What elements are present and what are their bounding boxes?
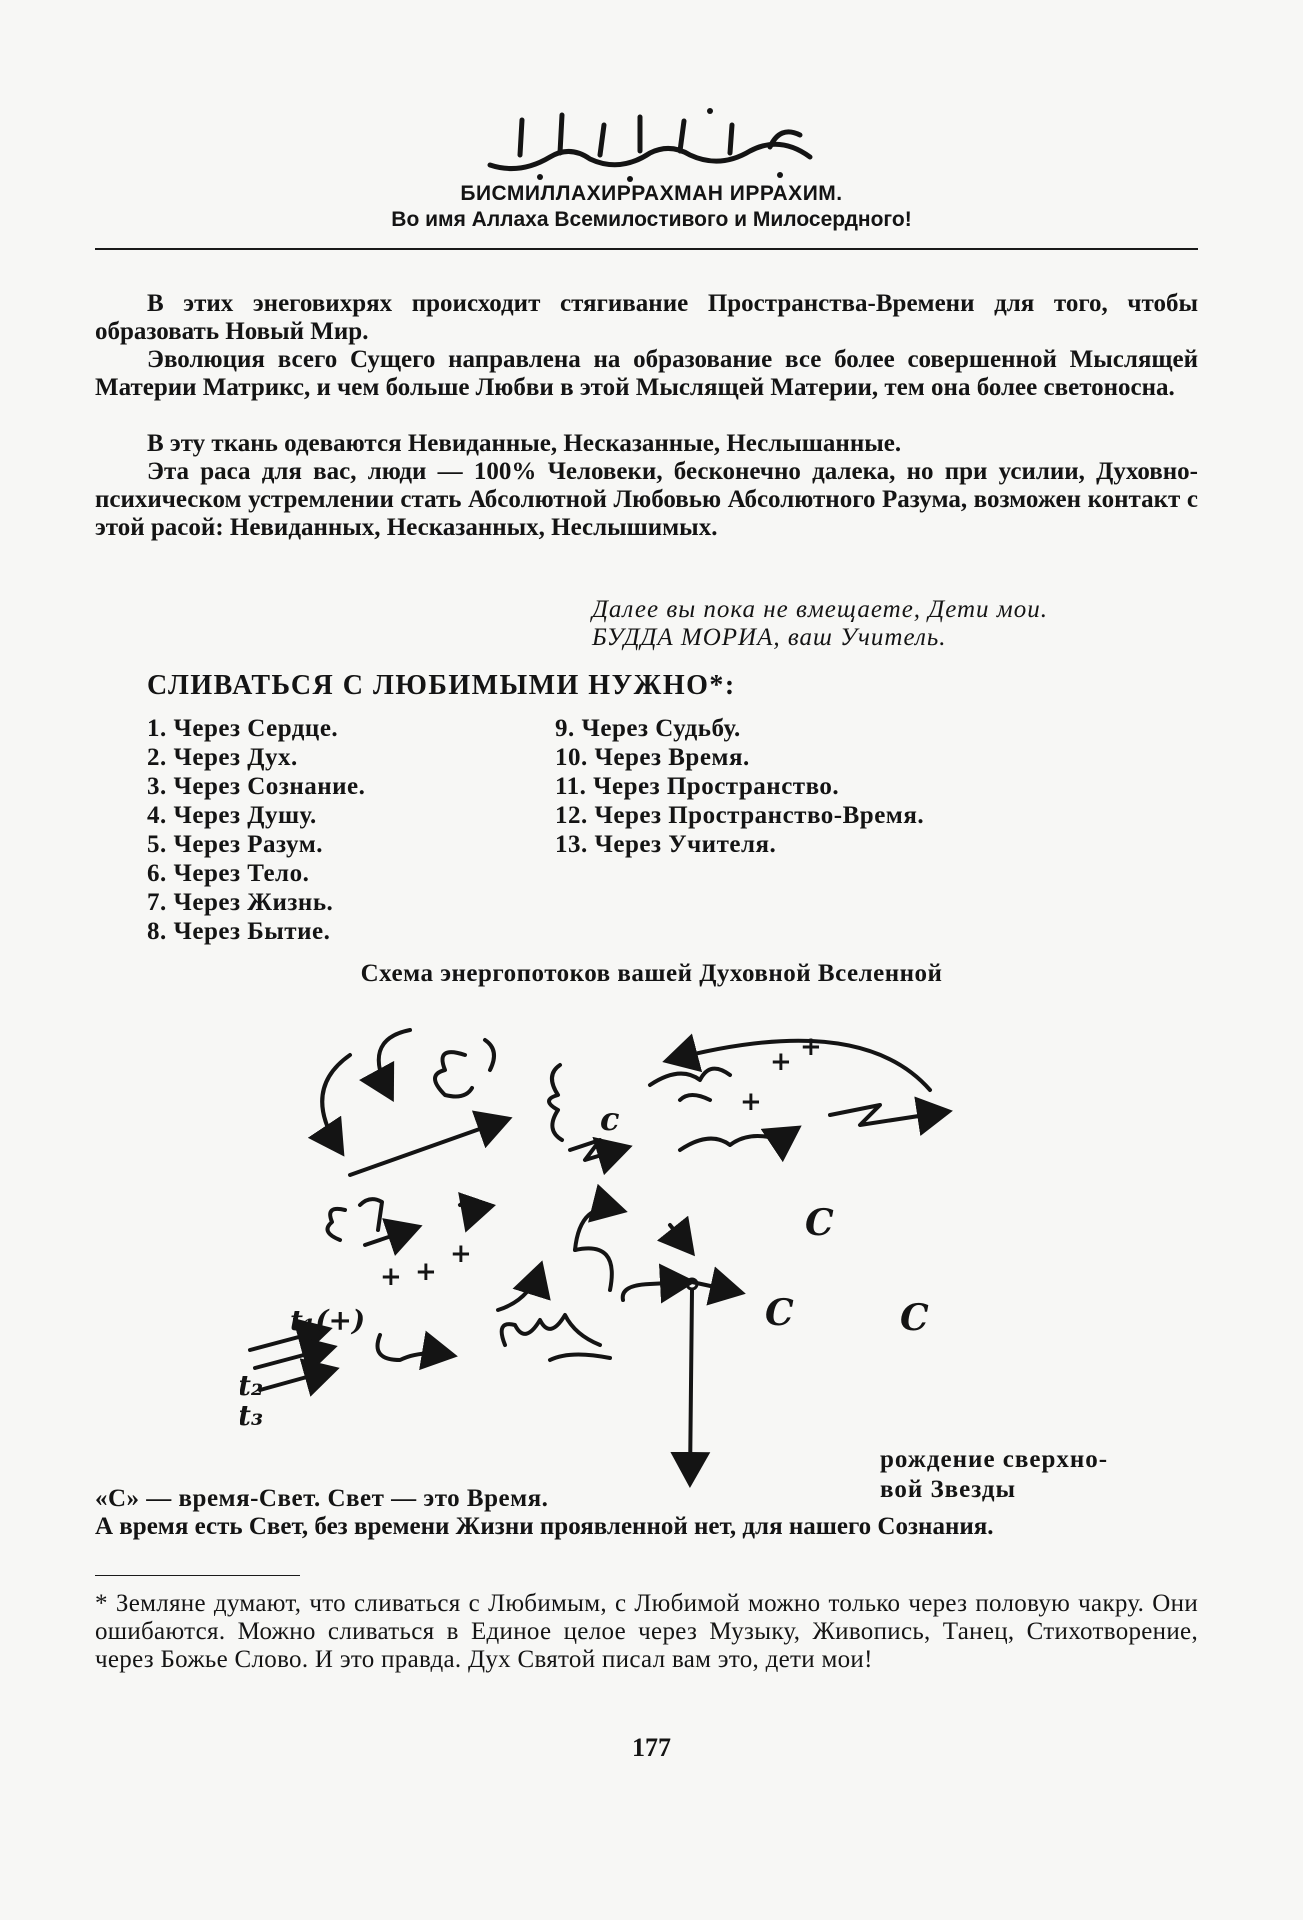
plus-label: +	[380, 1262, 402, 1292]
plus-label: +	[415, 1257, 437, 1287]
footnote: * Земляне думают, что сливаться с Любимым, с Любимой можно только через половую чакру. Они ошибаются. Можно сливаться в Единое целое через Музыку, Живопись, Танец, Стихотворение, через Божье Слово. И это правда. Дух Святой писал вам это, дети мои!	[95, 1590, 1198, 1673]
c-paragraph: А время есть Свет, без времени Жизни проявленной нет, для нашего Сознания.	[95, 1513, 994, 1540]
c-upper-label: c	[600, 1100, 620, 1138]
signature-line1: Далее вы пока не вмещаете, Дети мои.	[592, 596, 1048, 623]
t3-label: t₃	[240, 1399, 264, 1432]
calligraphy-drawing	[480, 95, 840, 185]
page-number: 177	[632, 1733, 671, 1762]
plus-label: +	[770, 1047, 792, 1077]
plus-label: +	[800, 1032, 822, 1062]
supernova-label	[880, 1445, 1108, 1505]
list-title: СЛИВАТЬСЯ С ЛЮБИМЫМИ НУЖНО*:	[147, 670, 736, 701]
paragraph-3: В эту ткань одеваются Невиданные, Несказанные, Неслышанные.	[147, 430, 902, 457]
list-item: 10. Через Время.	[555, 744, 750, 771]
supernova-label-line2: вой Звезды	[880, 1476, 1017, 1503]
signature-line2: БУДДА МОРИА, ваш Учитель.	[592, 624, 947, 651]
scheme-title: Схема энергопотоков вашей Духовной Вселенной	[360, 960, 943, 987]
list-item: 3. Через Сознание.	[147, 773, 366, 800]
c-right-label: C	[900, 1297, 929, 1339]
energy-flow-diagram	[240, 1000, 1140, 1520]
list-item: 1. Через Сердце.	[147, 715, 339, 742]
list-item: 11. Через Пространство.	[555, 773, 840, 800]
header-divider	[95, 248, 1198, 250]
t2-label: t₂	[240, 1369, 264, 1402]
supernova-label-line1: рождение сверхно-	[880, 1446, 1109, 1473]
list-item: 8. Через Бытие.	[147, 918, 331, 945]
list-item: 7. Через Жизнь.	[147, 889, 334, 916]
c-definition: «С» — время-Свет. Свет — это Время.	[95, 1485, 549, 1512]
list-item: 9. Через Судьбу.	[555, 715, 741, 742]
c-left-label: C	[765, 1292, 794, 1334]
paragraph-4: Эта раса для вас, люди — 100% Человеки, бесконечно далека, но при усилии, Духовно-психическом устремлении стать Абсолютной Любовью Абсолютного Разума, возможен контакт с этой расой: Невиданных, Несказанных, Неслышимых.	[95, 458, 1198, 541]
paragraph-2: Эволюция всего Сущего направлена на образование все более совершенной Мыслящей Материи Матрикс, и чем больше Любви в этой Мыслящей Материи, тем она более светоносна.	[95, 346, 1198, 401]
paragraph-1: В этих энеговихрях происходит стягивание Пространства-Времени для того, чтобы образовать Новый Мир.	[95, 290, 1198, 345]
c-top-label: C	[805, 1202, 834, 1244]
list-item: 12. Через Пространство-Время.	[555, 802, 925, 829]
plus-label: +	[450, 1239, 472, 1269]
list-item: 5. Через Разум.	[147, 831, 323, 858]
plus-label: +	[740, 1087, 762, 1117]
header-line1: БИСМИЛЛАХИРРАХМАН ИРРАХИМ.	[460, 182, 843, 205]
diagram-sketch	[240, 1000, 1140, 1520]
t1-label: t₁(+)	[290, 1304, 366, 1337]
footnote-divider	[95, 1575, 300, 1576]
list-item: 6. Через Тело.	[147, 860, 310, 887]
list-item: 4. Через Душу.	[147, 802, 317, 829]
list-item: 13. Через Учителя.	[555, 831, 777, 858]
list-item: 2. Через Дух.	[147, 744, 298, 771]
bismillah-calligraphy	[480, 95, 840, 185]
header-line2: Во имя Аллаха Всемилостивого и Милосердного!	[391, 208, 912, 231]
